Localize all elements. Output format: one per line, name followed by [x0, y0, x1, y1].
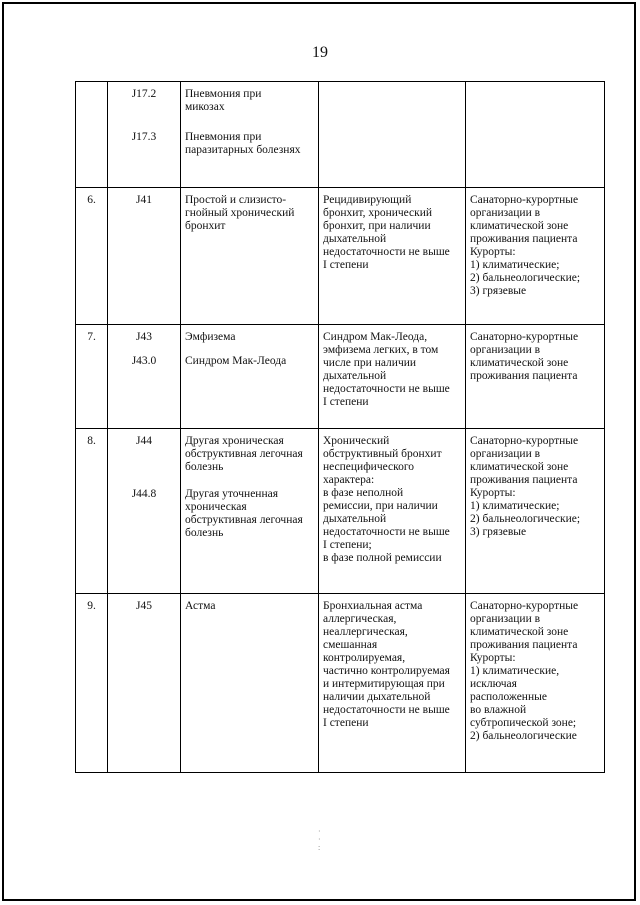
text-line: во влажной — [470, 704, 527, 716]
organization-cell — [466, 325, 605, 429]
text-line: Санаторно-курортные — [470, 331, 579, 343]
diagnosis-name-cell — [181, 429, 319, 594]
diagnosis-name — [185, 435, 316, 474]
scan-specks: · · : — [318, 827, 321, 852]
organization-cell — [466, 82, 605, 188]
text-line: и интермитирующая при — [323, 678, 445, 690]
icd-code: J17.3 — [131, 131, 157, 143]
page-number: 19 — [312, 44, 328, 61]
text-line: гнойный хронический — [185, 207, 295, 219]
diagnosis-name-cell — [181, 82, 319, 188]
text-line: наличии дыхательной — [323, 691, 431, 703]
text-line: контролируемая, — [323, 652, 406, 664]
text-line: дыхательной — [323, 370, 387, 382]
text-line: климатической зоне — [470, 461, 569, 473]
text-line: Санаторно-курортные — [470, 194, 579, 206]
text-line: исключая — [470, 678, 517, 690]
text-line: частично контролируемая — [323, 665, 450, 677]
icd-code-cell — [108, 188, 181, 325]
icd-code-cell — [108, 429, 181, 594]
text-line: расположенные — [470, 691, 547, 703]
text-line: дыхательной — [323, 513, 387, 525]
diagnosis-name-cell — [181, 188, 319, 325]
text-line: Хронический — [323, 435, 390, 447]
text-line: болезнь — [185, 527, 224, 539]
icd-code: J44.8 — [131, 488, 157, 500]
text-line: недостаточности не выше — [323, 704, 450, 716]
diagnosis-name — [185, 355, 316, 368]
text-line: субтропической зоне; — [470, 717, 577, 729]
diagnosis-name — [185, 488, 316, 540]
text-line: Другая хроническая — [185, 435, 284, 447]
icd-code: J17.2 — [131, 88, 157, 100]
text-line: Пневмония при — [185, 88, 262, 100]
text-line: Курорты: — [470, 487, 516, 499]
icd-code-cell — [108, 325, 181, 429]
text-line: обструктивная легочная — [185, 448, 303, 460]
text-line: в фазе полной ремиссии — [323, 552, 442, 564]
text-line: Санаторно-курортные — [470, 435, 579, 447]
text-line: 2) бальнеологические — [470, 730, 577, 742]
text-line: организации в — [470, 207, 541, 219]
text-line: 2) бальнеологические; — [470, 513, 581, 525]
text-line: организации в — [470, 448, 541, 460]
text-line: I степени — [323, 717, 369, 729]
text-line: климатической зоне — [470, 357, 569, 369]
text-line: болезнь — [185, 461, 224, 473]
text-line: эмфизема легких, в том — [323, 344, 439, 356]
text-line: ремиссии, при наличии — [323, 500, 438, 512]
text-line: Эмфизема — [185, 331, 236, 343]
text-line: 3) грязевые — [470, 526, 527, 538]
icd-code: J43.0 — [131, 355, 157, 367]
text-line: недостаточности не выше — [323, 246, 450, 258]
text-line: Простой и слизисто- — [185, 194, 287, 206]
text-line: проживания пациента — [470, 474, 578, 486]
text-line: проживания пациента — [470, 233, 578, 245]
text-line: обструктивная легочная — [185, 514, 303, 526]
table-row — [76, 594, 605, 773]
text-line: микозах — [185, 101, 225, 113]
condition-cell — [319, 82, 466, 188]
organization-cell — [466, 594, 605, 773]
row-number: 9. — [76, 594, 108, 773]
text-line: смешанная — [323, 639, 378, 651]
text-line: неспецифического — [323, 461, 415, 473]
text-line: 1) климатические; — [470, 259, 560, 271]
text-line: хроническая — [185, 501, 247, 513]
text-line: недостаточности не выше — [323, 526, 450, 538]
text-line: Рецидивирующий — [323, 194, 412, 206]
text-line: Другая уточненная — [185, 488, 278, 500]
text-line: числе при наличии — [323, 357, 417, 369]
text-line: неаллергическая, — [323, 626, 408, 638]
text-line: Санаторно-курортные — [470, 600, 579, 612]
text-line: Пневмония при — [185, 131, 262, 143]
diagnosis-name-cell — [181, 325, 319, 429]
text-line: 1) климатические; — [470, 500, 560, 512]
condition-cell — [319, 594, 466, 773]
text-line: I степени; — [323, 539, 372, 551]
diagnosis-name — [185, 131, 316, 157]
text-line: 1) климатические, — [470, 665, 560, 677]
diagnosis-name — [185, 194, 316, 233]
text-line: характера: — [323, 474, 375, 486]
organization-cell — [466, 188, 605, 325]
text-line: I степени — [323, 259, 369, 271]
text-line: в фазе неполной — [323, 487, 404, 499]
diagnosis-name-cell — [181, 594, 319, 773]
condition-cell — [319, 429, 466, 594]
text-line: Курорты: — [470, 246, 516, 258]
row-number — [76, 82, 108, 188]
row-number: 7. — [76, 325, 108, 429]
row-number: 6. — [76, 188, 108, 325]
icd-code-cell — [108, 594, 181, 773]
text-line: бронхит, хронический — [323, 207, 433, 219]
text-line: 2) бальнеологические; — [470, 272, 581, 284]
text-line: бронхит — [185, 220, 226, 232]
condition-cell — [319, 188, 466, 325]
text-line: обструктивный бронхит — [323, 448, 442, 460]
text-line: проживания пациента — [470, 370, 578, 382]
condition-cell — [319, 325, 466, 429]
icd-code: J43 — [136, 331, 152, 343]
text-line: климатической зоне — [470, 626, 569, 638]
table-row — [76, 325, 605, 429]
text-line: недостаточности не выше — [323, 383, 450, 395]
organization-cell — [466, 429, 605, 594]
text-line: организации в — [470, 613, 541, 625]
text-line: Синдром Мак-Леода — [185, 355, 287, 367]
table-row — [76, 188, 605, 325]
diagnosis-name — [185, 600, 316, 613]
text-line: паразитарных болезнях — [185, 144, 301, 156]
text-line: 3) грязевые — [470, 285, 527, 297]
icd-code: J44 — [136, 435, 152, 447]
text-line: Курорты: — [470, 652, 516, 664]
icd-code: J45 — [136, 600, 152, 612]
treatment-table — [75, 81, 605, 773]
text-line: климатической зоне — [470, 220, 569, 232]
text-line: аллергическая, — [323, 613, 397, 625]
text-line: Астма — [185, 600, 216, 612]
table-row — [76, 429, 605, 594]
diagnosis-name — [185, 88, 316, 114]
text-line: Бронхиальная астма — [323, 600, 423, 612]
text-line: бронхит, при наличии — [323, 220, 431, 232]
text-line: Синдром Мак-Леода, — [323, 331, 428, 343]
text-line: организации в — [470, 344, 541, 356]
text-line: дыхательной — [323, 233, 387, 245]
table-row — [76, 82, 605, 188]
icd-code-cell — [108, 82, 181, 188]
icd-code: J41 — [136, 194, 152, 206]
text-line: I степени — [323, 396, 369, 408]
diagnosis-name — [185, 331, 316, 344]
text-line: проживания пациента — [470, 639, 578, 651]
row-number: 8. — [76, 429, 108, 594]
